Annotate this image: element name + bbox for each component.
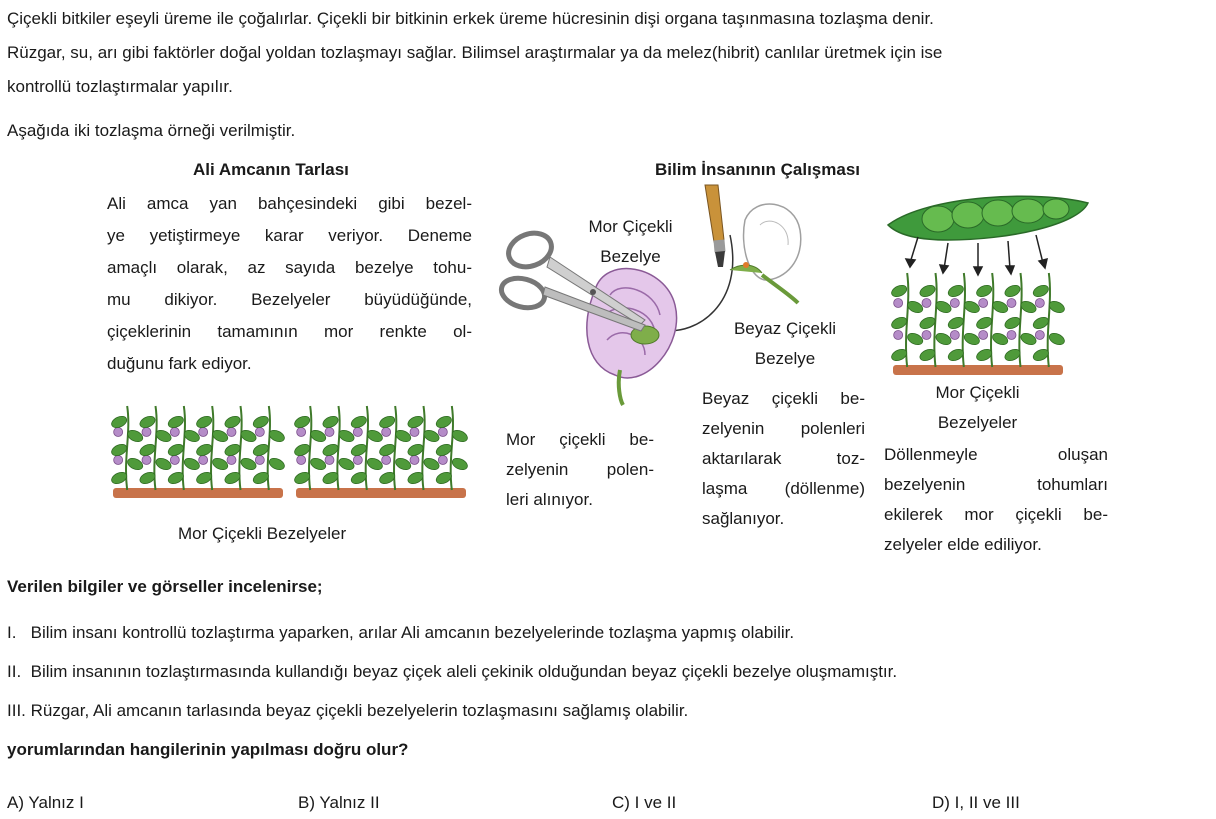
- left-text-line: duğunu fark ediyor.: [107, 354, 252, 373]
- choice-b[interactable]: B) Yalnız II: [298, 793, 380, 812]
- pea-pod-illustration: [888, 185, 1088, 275]
- paintbrush-icon: [705, 185, 726, 267]
- pea-plants-image: [113, 398, 283, 498]
- statement-1: I. Bilim insanı kontrollü tozlaştırma yaparken, arılar Ali amcanın bezelyelerinde tozlaşma yapmış olabilir.: [7, 623, 795, 642]
- choice-c[interactable]: C) I ve II: [612, 793, 677, 812]
- pea-plants-image: [296, 398, 466, 498]
- pea-plants-image: [893, 265, 1063, 375]
- intro-line-3: kontrollü tozlaştırmalar yapılır.: [7, 77, 233, 96]
- purple-flower-label: Mor Çiçekli Bezelye: [588, 217, 673, 266]
- pea-pod-icon: [888, 196, 1088, 240]
- left-text-line: mu dikiyor. Bezelyeler büyüdüğünde,: [107, 290, 472, 309]
- intro-line-1: Çiçekli bitkiler eşeyli üreme ile çoğalırlar. Çiçekli bir bitkinin erkek üreme hücresinin dişi organa taşınmasına tozlaşma denir.: [7, 9, 934, 28]
- left-text-line: ye yetiştirmeye karar veriyor. Deneme: [107, 226, 472, 245]
- left-text-line: Ali amca yan bahçesindeki gibi bezel-: [107, 194, 472, 213]
- step2-text: Beyaz çiçekli be- zelyenin polenleri aktarılarak toz- laşma (döllenme) sağlanıyor.: [702, 389, 865, 528]
- white-flower-label: Beyaz Çiçekli Bezelye: [733, 319, 837, 368]
- white-flower-icon: [730, 204, 801, 303]
- left-panel-title: Ali Amcanın Tarlası: [193, 160, 349, 179]
- left-text-line: amaçlı olarak, az sayıda bezelye tohu-: [107, 258, 472, 277]
- left-image-caption: Mor Çiçekli Bezelyeler: [178, 524, 347, 543]
- left-text-line: çiçeklerinin tamamının mor renkte ol-: [107, 322, 472, 341]
- step3-text: Döllenmeyle oluşan bezelyenin tohumları ekilerek mor çiçekli be- zelyeler elde ediliyor.: [884, 445, 1108, 554]
- choice-d[interactable]: D) I, II ve III: [932, 793, 1020, 812]
- right-panel-title: Bilim İnsanının Çalışması: [655, 160, 861, 179]
- intro-line-2: Rüzgar, su, arı gibi faktörler doğal yoldan tozlaşmayı sağlar. Bilimsel araştırmalar ya da melez(hibrit) canlılar üretmek için ise: [7, 43, 943, 62]
- brush-white-flower-illustration: [700, 185, 850, 305]
- question-lead: Verilen bilgiler ve görseller incelenirse;: [7, 577, 323, 596]
- step1-text: Mor çiçekli be- zelyenin polen- leri alınıyor.: [506, 430, 654, 509]
- purple-flower-icon: [587, 269, 677, 405]
- statement-2: II. Bilim insanının tozlaştırmasında kullandığı beyaz çiçek aleli çekinik olduğundan beyaz çiçekli bezelye oluşmamıştır.: [7, 662, 898, 681]
- choice-a[interactable]: A) Yalnız I: [7, 793, 84, 812]
- result-label: Mor Çiçekli Bezelyeler: [935, 383, 1020, 432]
- left-panel-text: [107, 188, 472, 380]
- statement-3: III. Rüzgar, Ali amcanın tarlasında beyaz çiçekli bezelyelerin tozlaşmasını sağlamış olabilir.: [7, 701, 689, 720]
- question-prompt: yorumlarından hangilerinin yapılması doğru olur?: [7, 740, 409, 759]
- examples-line: Aşağıda iki tozlaşma örneği verilmiştir.: [7, 121, 296, 140]
